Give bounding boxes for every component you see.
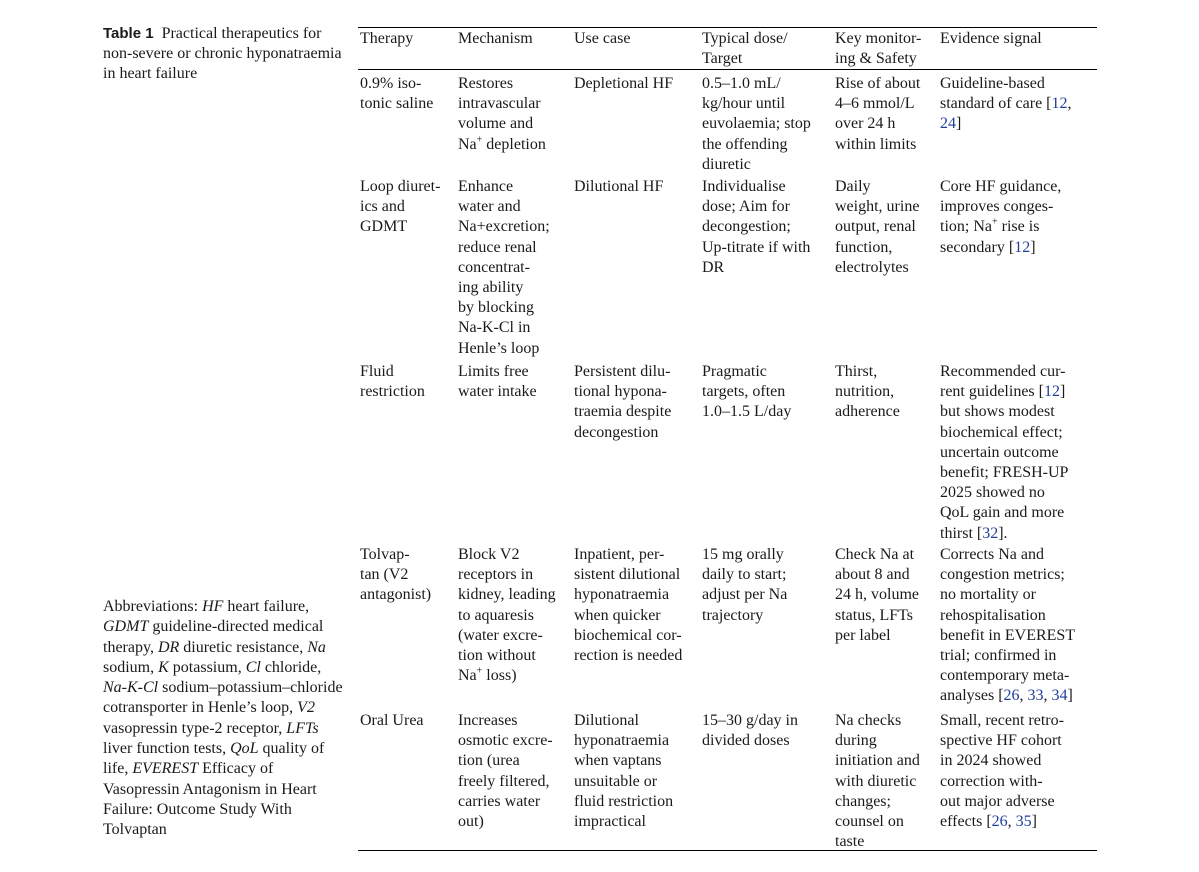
column-header-mechanism: Mechanism — [458, 30, 533, 47]
cell-typical-dose: 0.5–1.0 mL/ kg/hour until euvolaemia; stop the offending diuretic — [702, 75, 811, 173]
abbreviation-term: Na-K-Cl — [103, 679, 159, 697]
abbreviation-term: LFTs — [286, 719, 319, 737]
abbreviation-entry — [158, 639, 307, 656]
table-caption — [103, 24, 343, 84]
abbreviations-note — [103, 597, 343, 841]
column-header-evidence-signal: Evidence signal — [940, 30, 1042, 47]
cell-mechanism: Limits free water intake — [458, 363, 537, 401]
abbreviation-entry — [246, 659, 322, 676]
abbreviation-term: V2 — [297, 699, 315, 717]
abbreviation-definition: quality of life, — [103, 740, 325, 778]
cell-therapy: Loop diuret- ics and GDMT — [360, 178, 441, 236]
cell-evidence-signal: Small, recent retro- spective HF cohort in 2024 showed correction with- out major adverse effects [26, 35] — [940, 712, 1064, 831]
cell-therapy: 0.9% iso- tonic saline — [360, 75, 434, 113]
abbreviation-term: EVEREST — [132, 760, 199, 778]
abbreviation-definition: chloride, — [260, 658, 322, 676]
abbreviation-definition: sodium, — [103, 658, 159, 676]
abbreviation-term: DR — [157, 638, 180, 656]
column-header-typical-dose: Typical dose/ Target — [702, 30, 788, 68]
cell-therapy: Fluid restriction — [360, 363, 425, 401]
abbreviation-term: Cl — [245, 658, 261, 676]
cell-evidence-signal: Guideline-based standard of care [12, 24] — [940, 75, 1072, 133]
abbreviation-definition: potassium, — [168, 658, 246, 676]
abbreviation-term: Na — [307, 638, 326, 656]
abbreviation-definition: diuretic resistance, — [179, 638, 308, 656]
abbreviation-entry — [158, 659, 246, 676]
abbreviation-term: GDMT — [103, 618, 149, 636]
abbreviation-entry — [202, 598, 309, 615]
column-header-use-case: Use case — [574, 30, 631, 47]
cell-key-monitoring: Na checks during initiation and with diuretic changes; counsel on taste — [835, 712, 920, 851]
cell-key-monitoring: Daily weight, urine output, renal function, electrolytes — [835, 178, 920, 276]
abbreviation-definition: liver function tests, — [103, 740, 231, 758]
table-label: Table 1 — [103, 25, 154, 42]
abbreviations-prefix: Abbreviations: — [103, 598, 203, 615]
cell-use-case: Inpatient, per- sistent dilutional hyponatraemia when quicker biochemical cor- rection is needed — [574, 546, 683, 665]
cell-mechanism: Block V2 receptors in kidney, leading to aquaresis (water excre- tion without Na+ loss) — [458, 546, 556, 685]
abbreviation-definition: guideline-directed medical therapy, — [103, 618, 324, 656]
cell-evidence-signal: Core HF guidance, improves conges- tion; Na+ rise is secondary [12] — [940, 178, 1062, 256]
cell-evidence-signal: Recommended cur- rent guidelines [12] but shows modest biochemical effect; uncertain outcome benefit; FRESH-UP 2025 showed no QoL gain and more thirst [32]. — [940, 363, 1069, 542]
abbreviation-definition: heart failure, — [223, 598, 310, 615]
top-rule — [358, 27, 1097, 28]
cell-typical-dose: 15–30 g/day in divided doses — [702, 712, 798, 750]
abbreviation-definition: sodium–potassium–chloride cotransporter in Henle’s loop, — [103, 679, 343, 717]
abbreviation-term: HF — [202, 598, 224, 615]
cell-mechanism: Restores intravascular volume and Na+ depletion — [458, 75, 546, 153]
abbreviation-term: QoL — [230, 740, 259, 758]
column-header-therapy: Therapy — [360, 30, 414, 47]
cell-mechanism: Increases osmotic excre- tion (urea freely filtered, carries water out) — [458, 712, 553, 831]
cell-evidence-signal: Corrects Na and congestion metrics; no mortality or rehospitalisation benefit in EVEREST trial; confirmed in contemporary meta- analyses [26, 33, 34] — [940, 546, 1076, 705]
abbreviation-term: K — [158, 658, 169, 676]
cell-use-case: Persistent dilu- tional hypona- traemia despite decongestion — [574, 363, 672, 441]
cell-typical-dose: 15 mg orally daily to start; adjust per Na trajectory — [702, 546, 788, 624]
cell-key-monitoring: Check Na at about 8 and 24 h, volume status, LFTs per label — [835, 546, 919, 644]
cell-key-monitoring: Rise of about 4–6 mmol/L over 24 h within limits — [835, 75, 921, 153]
table-title: Practical therapeutics for non-severe or chronic hyponatraemia in heart failure — [103, 25, 342, 82]
column-header-key-monitoring: Key monitor- ing & Safety — [835, 30, 922, 68]
cell-typical-dose: Individualise dose; Aim for decongestion; Up-titrate if with DR — [702, 178, 811, 276]
cell-use-case: Dilutional HF — [574, 178, 664, 195]
abbreviation-definition: vasopressin type-2 receptor, — [103, 719, 287, 737]
cell-therapy: Tolvap- tan (V2 antagonist) — [360, 546, 432, 604]
cell-use-case: Dilutional hyponatraemia when vaptans unsuitable or fluid restriction impractical — [574, 712, 674, 831]
abbreviation-definition: Efficacy of Vasopressin Antagonism in Heart Failure: Outcome Study With Tolvaptan — [103, 760, 317, 839]
bottom-rule — [358, 850, 1097, 851]
cell-key-monitoring: Thirst, nutrition, adherence — [835, 363, 900, 421]
cell-typical-dose: Pragmatic targets, often 1.0–1.5 L/day — [702, 363, 792, 421]
abbreviation-entry — [103, 760, 317, 838]
cell-use-case: Depletional HF — [574, 75, 674, 92]
cell-therapy: Oral Urea — [360, 712, 424, 729]
cell-mechanism: Enhance water and Na+excretion; reduce renal concentrat- ing ability by blocking Na-K-Cl in Henle’s loop — [458, 178, 550, 357]
